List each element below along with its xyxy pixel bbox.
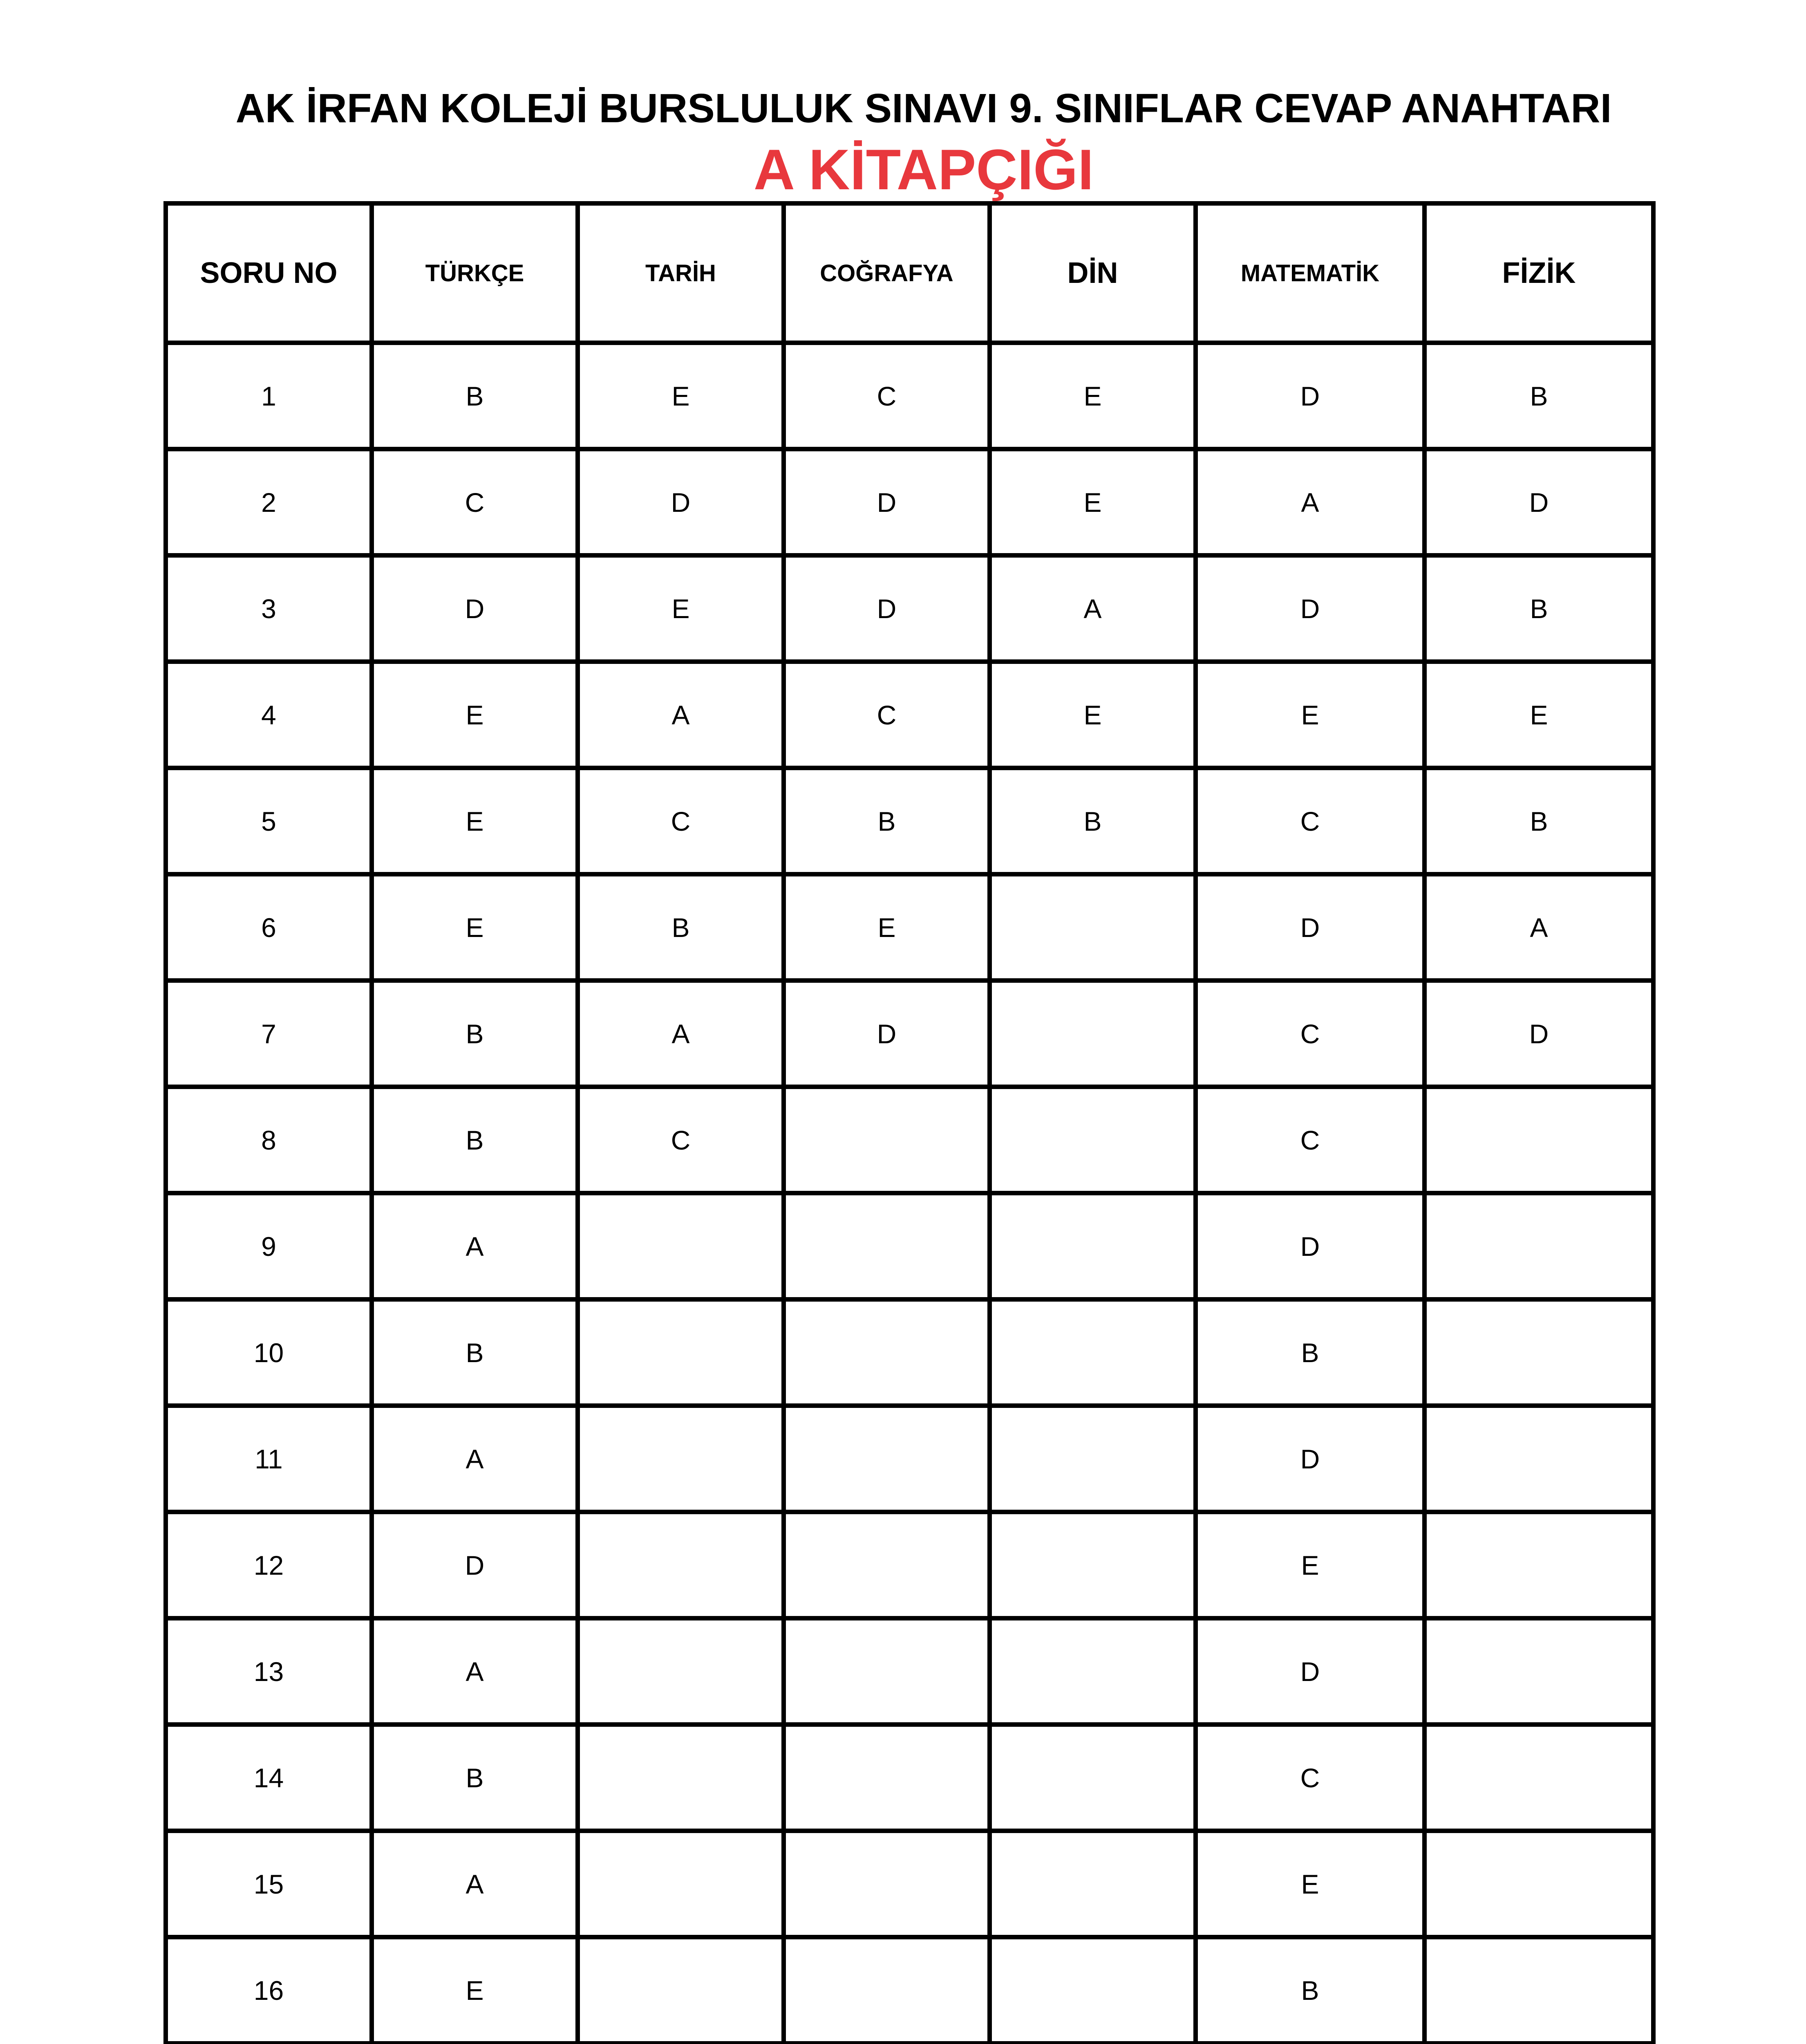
column-header-mathematics: MATEMATİK <box>1196 204 1425 343</box>
cell-mathematics: D <box>1196 556 1425 662</box>
cell-mathematics: E <box>1196 662 1425 768</box>
cell-mathematics: C <box>1196 981 1425 1087</box>
cell-geography <box>784 1193 990 1300</box>
cell-religion <box>990 874 1196 981</box>
page-title: AK İRFAN KOLEJİ BURSLULUK SINAVI 9. SINIFLAR CEVAP ANAHTARI <box>235 85 1612 131</box>
cell-geography: D <box>784 556 990 662</box>
cell-turkish: A <box>372 1618 578 1725</box>
cell-religion <box>990 1618 1196 1725</box>
cell-history <box>578 1725 784 1831</box>
table-row <box>166 1300 1654 1406</box>
table-row <box>166 874 1654 981</box>
cell-religion: E <box>990 343 1196 449</box>
cell-history: E <box>578 556 784 662</box>
cell-physics: B <box>1425 768 1654 874</box>
cell-turkish: E <box>372 662 578 768</box>
booklet-label: A KİTAPÇIĞI <box>753 137 1094 202</box>
cell-mathematics: B <box>1196 1300 1425 1406</box>
cell-question-no: 2 <box>166 449 372 556</box>
cell-mathematics: C <box>1196 1087 1425 1193</box>
table-row <box>166 1512 1654 1618</box>
cell-mathematics: E <box>1196 1831 1425 1937</box>
cell-question-no: 3 <box>166 556 372 662</box>
cell-religion <box>990 1193 1196 1300</box>
table-row <box>166 449 1654 556</box>
cell-religion <box>990 1087 1196 1193</box>
cell-mathematics: D <box>1196 1618 1425 1725</box>
table-row <box>166 1937 1654 2044</box>
cell-physics: D <box>1425 981 1654 1087</box>
cell-geography: B <box>784 768 990 874</box>
cell-physics: D <box>1425 449 1654 556</box>
cell-geography <box>784 1087 990 1193</box>
cell-mathematics: D <box>1196 874 1425 981</box>
table-row <box>166 1725 1654 1831</box>
cell-mathematics: C <box>1196 768 1425 874</box>
column-header-question-no: SORU NO <box>166 204 372 343</box>
cell-mathematics: E <box>1196 1512 1425 1618</box>
cell-religion <box>990 1300 1196 1406</box>
table-row <box>166 1618 1654 1725</box>
table-header-row <box>166 204 1654 343</box>
cell-turkish: B <box>372 1300 578 1406</box>
cell-religion <box>990 1725 1196 1831</box>
cell-mathematics: A <box>1196 449 1425 556</box>
cell-history <box>578 1937 784 2044</box>
cell-history <box>578 1193 784 1300</box>
column-header-history: TARİH <box>578 204 784 343</box>
cell-religion <box>990 1512 1196 1618</box>
cell-history: A <box>578 981 784 1087</box>
cell-question-no: 10 <box>166 1300 372 1406</box>
cell-question-no: 14 <box>166 1725 372 1831</box>
cell-physics: B <box>1425 343 1654 449</box>
cell-history: A <box>578 662 784 768</box>
table-row <box>166 662 1654 768</box>
cell-religion <box>990 1831 1196 1937</box>
table-row <box>166 1087 1654 1193</box>
table-row <box>166 1193 1654 1300</box>
cell-history <box>578 1618 784 1725</box>
cell-question-no: 4 <box>166 662 372 768</box>
cell-religion: B <box>990 768 1196 874</box>
cell-history <box>578 1512 784 1618</box>
cell-question-no: 1 <box>166 343 372 449</box>
cell-turkish: B <box>372 1087 578 1193</box>
cell-physics <box>1425 1937 1654 2044</box>
cell-turkish: B <box>372 1725 578 1831</box>
column-header-turkish: TÜRKÇE <box>372 204 578 343</box>
cell-geography <box>784 1406 990 1512</box>
cell-question-no: 16 <box>166 1937 372 2044</box>
column-header-physics: FİZİK <box>1425 204 1654 343</box>
cell-physics <box>1425 1193 1654 1300</box>
table-row <box>166 768 1654 874</box>
cell-turkish: B <box>372 343 578 449</box>
cell-history: D <box>578 449 784 556</box>
cell-turkish: E <box>372 768 578 874</box>
cell-geography <box>784 1725 990 1831</box>
cell-religion <box>990 1937 1196 2044</box>
cell-physics <box>1425 1406 1654 1512</box>
cell-turkish: C <box>372 449 578 556</box>
cell-question-no: 7 <box>166 981 372 1087</box>
cell-physics: B <box>1425 556 1654 662</box>
table-row <box>166 1406 1654 1512</box>
table-row <box>166 981 1654 1087</box>
column-header-geography: COĞRAFYA <box>784 204 990 343</box>
cell-religion: E <box>990 662 1196 768</box>
cell-question-no: 6 <box>166 874 372 981</box>
cell-history <box>578 1831 784 1937</box>
cell-geography: C <box>784 343 990 449</box>
cell-question-no: 13 <box>166 1618 372 1725</box>
table-body <box>166 343 1654 2044</box>
cell-mathematics: B <box>1196 1937 1425 2044</box>
cell-geography: E <box>784 874 990 981</box>
cell-history: C <box>578 768 784 874</box>
cell-turkish: E <box>372 1937 578 2044</box>
cell-turkish: E <box>372 874 578 981</box>
cell-geography <box>784 1512 990 1618</box>
cell-turkish: A <box>372 1193 578 1300</box>
cell-turkish: D <box>372 1512 578 1618</box>
cell-history: C <box>578 1087 784 1193</box>
cell-question-no: 12 <box>166 1512 372 1618</box>
cell-geography: D <box>784 449 990 556</box>
cell-geography: D <box>784 981 990 1087</box>
cell-geography: C <box>784 662 990 768</box>
cell-question-no: 5 <box>166 768 372 874</box>
cell-physics <box>1425 1087 1654 1193</box>
cell-question-no: 11 <box>166 1406 372 1512</box>
cell-religion <box>990 981 1196 1087</box>
cell-religion: A <box>990 556 1196 662</box>
cell-question-no: 8 <box>166 1087 372 1193</box>
cell-religion: E <box>990 449 1196 556</box>
cell-question-no: 9 <box>166 1193 372 1300</box>
cell-physics <box>1425 1300 1654 1406</box>
cell-religion <box>990 1406 1196 1512</box>
cell-question-no: 15 <box>166 1831 372 1937</box>
cell-history <box>578 1406 784 1512</box>
cell-mathematics: D <box>1196 343 1425 449</box>
cell-turkish: D <box>372 556 578 662</box>
column-header-religion: DİN <box>990 204 1196 343</box>
cell-physics <box>1425 1725 1654 1831</box>
cell-history: E <box>578 343 784 449</box>
answer-key-table <box>163 201 1656 2044</box>
cell-geography <box>784 1831 990 1937</box>
cell-mathematics: D <box>1196 1193 1425 1300</box>
cell-history <box>578 1300 784 1406</box>
cell-geography <box>784 1300 990 1406</box>
cell-physics: E <box>1425 662 1654 768</box>
table-row <box>166 343 1654 449</box>
cell-turkish: A <box>372 1406 578 1512</box>
cell-physics <box>1425 1512 1654 1618</box>
cell-mathematics: C <box>1196 1725 1425 1831</box>
table-row <box>166 556 1654 662</box>
cell-physics: A <box>1425 874 1654 981</box>
cell-history: B <box>578 874 784 981</box>
cell-turkish: A <box>372 1831 578 1937</box>
cell-turkish: B <box>372 981 578 1087</box>
cell-physics <box>1425 1831 1654 1937</box>
cell-mathematics: D <box>1196 1406 1425 1512</box>
table-row <box>166 1831 1654 1937</box>
cell-geography <box>784 1618 990 1725</box>
cell-physics <box>1425 1618 1654 1725</box>
cell-geography <box>784 1937 990 2044</box>
